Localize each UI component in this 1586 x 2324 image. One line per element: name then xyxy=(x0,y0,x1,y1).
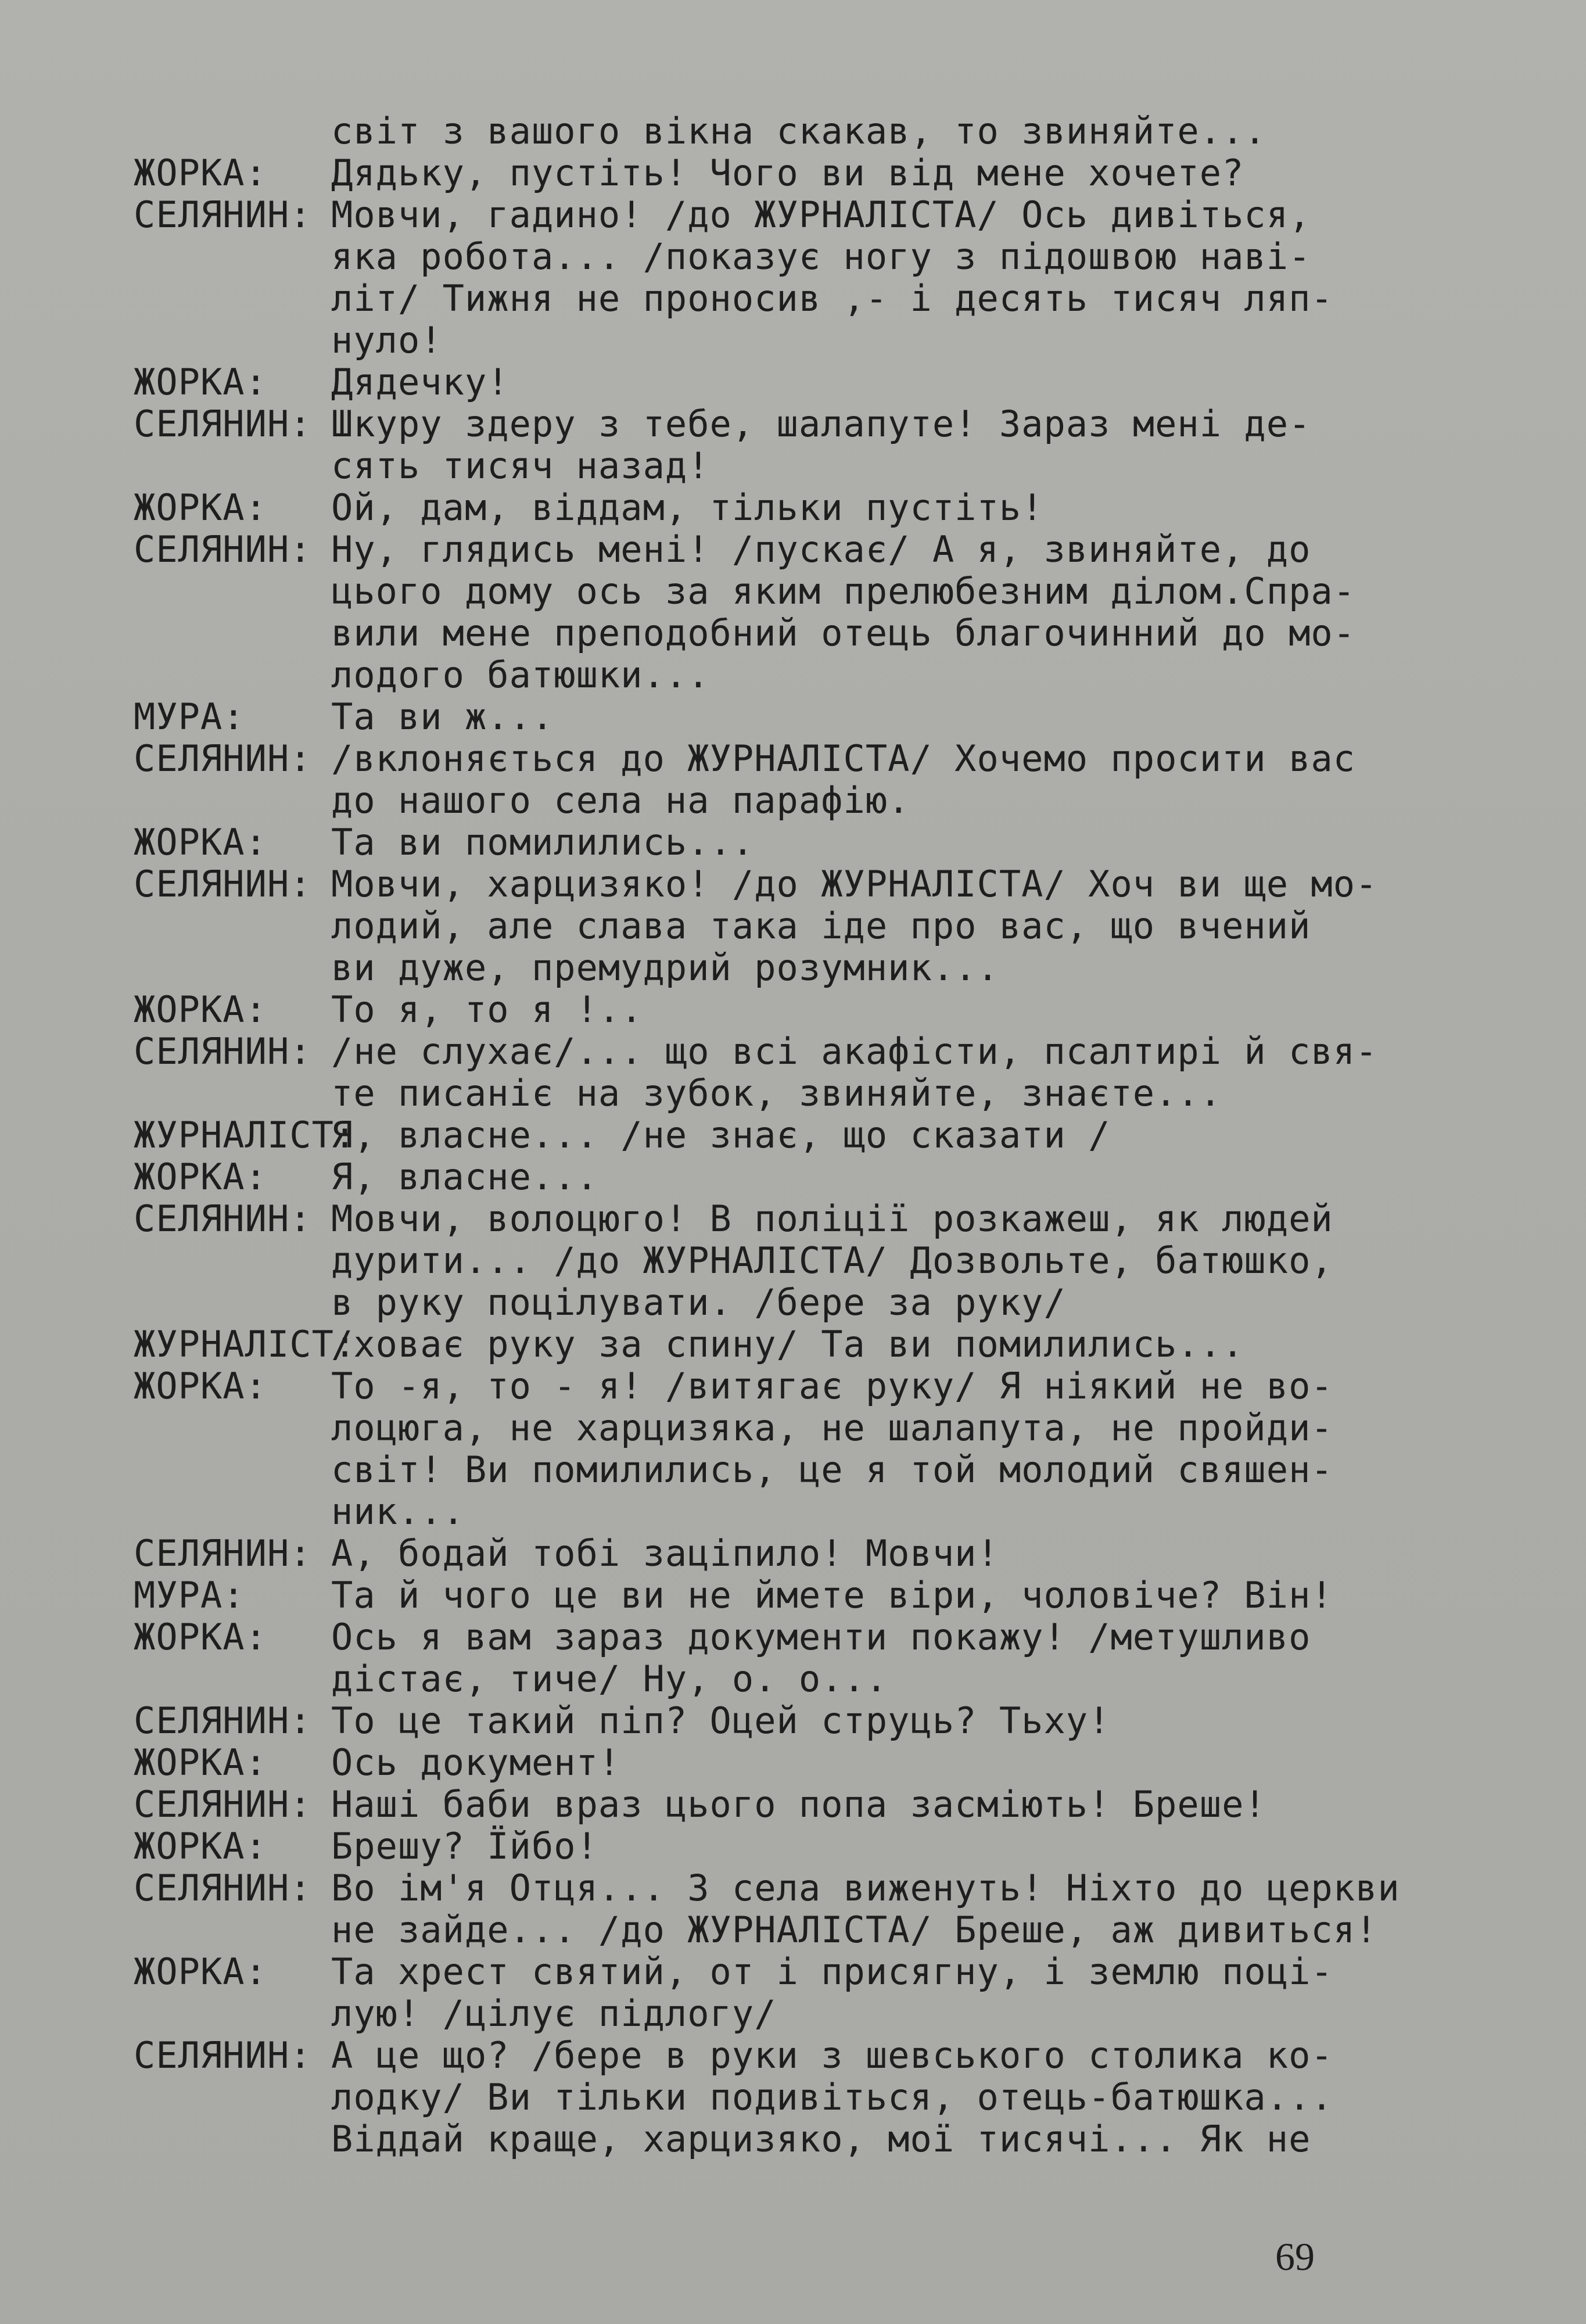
dialogue-text xyxy=(331,1156,1528,1198)
speaker-name: СЕЛЯНИН: xyxy=(134,1699,312,1742)
dialogue-text xyxy=(331,1951,1528,2035)
dialogue-text xyxy=(331,1700,1528,1742)
speaker-name: ЖОРКА: xyxy=(134,1741,267,1784)
dialogue-text xyxy=(331,1784,1528,1826)
dialogue-line: нуло! xyxy=(331,319,443,361)
speaker-name: ЖОРКА: xyxy=(134,361,267,403)
dialogue-line: То -я, то - я! /витягає руку/ Я ніякий не во- xyxy=(331,1365,1333,1407)
dialogue-text xyxy=(331,1616,1528,1700)
speaker-name: СЕЛЯНИН: xyxy=(134,403,312,445)
dialogue-line: лоцюга, не харцизяка, не шалапута, не пройди- xyxy=(331,1407,1333,1449)
dialogue-line: То це такий піп? Оцей струць? Тьху! xyxy=(331,1699,1111,1742)
dialogue-line: світ з вашого вікна скакав, то звиняйте... xyxy=(331,110,1266,152)
dialogue-line: ви дуже, премудрий розумник... xyxy=(331,946,999,989)
dialogue-entry xyxy=(134,403,1528,487)
dialogue-line: Ну, глядись мені! /пускає/ А я, звиняйте, до xyxy=(331,528,1311,571)
dialogue-text xyxy=(331,696,1528,738)
dialogue-text xyxy=(331,1575,1528,1616)
dialogue-entry xyxy=(134,1365,1528,1533)
dialogue-text xyxy=(331,1365,1528,1533)
dialogue-entry xyxy=(134,2035,1528,2160)
dialogue-line: Я, власне... /не знає, що сказати / xyxy=(331,1114,1111,1156)
speaker-name: СЕЛЯНИН: xyxy=(134,1532,312,1575)
dialogue-line: лодку/ Ви тільки подивіться, отець-батюшка... xyxy=(331,2076,1333,2118)
dialogue-line: Та й чого це ви не ймете віри, чоловіче? Він! xyxy=(331,1574,1333,1616)
dialogue-text xyxy=(331,822,1528,863)
dialogue-line: Та ви помилились... xyxy=(331,821,755,863)
dialogue-line: Ось я вам зараз документи покажу! /метушливо xyxy=(331,1616,1311,1658)
speaker-name: СЕЛЯНИН: xyxy=(134,528,312,571)
dialogue-line: Та ви ж... xyxy=(331,695,554,738)
dialogue-line: То я, то я !.. xyxy=(331,988,643,1031)
dialogue-entry xyxy=(134,1031,1528,1114)
dialogue-entry xyxy=(134,1700,1528,1742)
dialogue-entry xyxy=(134,1324,1528,1365)
speaker-name: СЕЛЯНИН: xyxy=(134,1030,312,1073)
speaker-name: ЖОРКА: xyxy=(134,1156,267,1198)
dialogue-line: Дядьку, пустіть! Чого ви від мене хочете? xyxy=(331,152,1244,194)
dialogue-entry xyxy=(134,1616,1528,1700)
speaker-name: СЕЛЯНИН: xyxy=(134,2034,312,2076)
dialogue-entry xyxy=(134,487,1528,529)
dialogue-line: /ховає руку за спину/ Та ви помилились... xyxy=(331,1323,1244,1365)
dialogue-text xyxy=(331,863,1528,989)
dialogue-entry xyxy=(134,1198,1528,1324)
speaker-name: ЖОРКА: xyxy=(134,1365,267,1407)
dialogue-line: сять тисяч назад! xyxy=(331,444,710,487)
dialogue-line: /не слухає/... що всі акафісти, псалтирі й свя- xyxy=(331,1030,1378,1073)
dialogue-line: цього дому ось за яким прелюбезним ділом.Спра- xyxy=(331,570,1356,612)
speaker-name: МУРА: xyxy=(134,1574,245,1616)
dialogue-text xyxy=(331,738,1528,822)
speaker-name: ЖОРКА: xyxy=(134,1950,267,1993)
speaker-name: СЕЛЯНИН: xyxy=(134,737,312,780)
dialogue-entry xyxy=(134,361,1528,403)
dialogue-text xyxy=(331,1031,1528,1114)
dialogue-line: Віддай краще, харцизяко, мої тисячі... Як не xyxy=(331,2118,1311,2160)
speaker-name: СЕЛЯНИН: xyxy=(134,1197,312,1240)
dialogue-line: яка робота... /показує ногу з підошвою наві- xyxy=(331,235,1311,278)
dialogue-line: Шкуру здеру з тебе, шалапуте! Зараз мені де- xyxy=(331,403,1311,445)
dialogue-line: Мовчи, гадино! /до ЖУРНАЛІСТА/ Ось дивіться, xyxy=(331,193,1311,236)
speaker-name: ЖОРКА: xyxy=(134,821,267,863)
speaker-name: ЖУРНАЛІСТ: xyxy=(134,1114,357,1156)
dialogue-text xyxy=(331,1742,1528,1784)
dialogue-entry xyxy=(134,152,1528,194)
speaker-name: СЕЛЯНИН: xyxy=(134,1783,312,1826)
dialogue-line: Ось документ! xyxy=(331,1741,621,1784)
dialogue-line: лодий, але слава така іде про вас, що вчений xyxy=(331,905,1311,947)
dialogue-text xyxy=(331,2035,1528,2160)
dialogue-entry xyxy=(134,110,1528,152)
dialogue-entry xyxy=(134,529,1528,696)
speaker-name: ЖОРКА: xyxy=(134,152,267,194)
dialogue-entry xyxy=(134,696,1528,738)
dialogue-entry xyxy=(134,1951,1528,2035)
dialogue-entry xyxy=(134,1156,1528,1198)
dialogue-line: не зайде... /до ЖУРНАЛІСТА/ Бреше, аж дивиться! xyxy=(331,1909,1378,1951)
dialogue-line: Я, власне... xyxy=(331,1156,598,1198)
dialogue-line: Мовчи, волоцюго! В поліції розкажеш, як людей xyxy=(331,1197,1333,1240)
dialogue-entry xyxy=(134,1867,1528,1951)
dialogue-line: ник... xyxy=(331,1490,465,1533)
dialogue-entry xyxy=(134,989,1528,1031)
dialogue-line: /вклоняється до ЖУРНАЛІСТА/ Хочемо просити вас xyxy=(331,737,1356,780)
dialogue-line: Во ім'я Отця... З села виженуть! Ніхто до церкви xyxy=(331,1867,1400,1909)
dialogue-entry xyxy=(134,1114,1528,1156)
speaker-name: МУРА: xyxy=(134,695,245,738)
speaker-name xyxy=(134,110,331,152)
dialogue-text xyxy=(331,1324,1528,1365)
dialogue-line: в руку поцілувати. /бере за руку/ xyxy=(331,1281,1066,1324)
dialogue-text xyxy=(331,110,1528,152)
dialogue-line: Ой, дам, віддам, тільки пустіть! xyxy=(331,486,1044,529)
dialogue-line: Наші баби враз цього попа засміють! Бреше! xyxy=(331,1783,1266,1826)
dialogue-text xyxy=(331,403,1528,487)
dialogue-text xyxy=(331,487,1528,529)
dialogue-line: лую! /цілує підлогу/ xyxy=(331,1992,777,2035)
speaker-name: ЖОРКА: xyxy=(134,988,267,1031)
dialogue-entry xyxy=(134,1533,1528,1575)
page-number: 69 xyxy=(1275,2235,1315,2279)
dialogue-entry xyxy=(134,738,1528,822)
dialogue-line: Та хрест святий, от і присягну, і землю поці- xyxy=(331,1950,1333,1993)
dialogue-line: літ/ Тижня не проносив ,- і десять тисяч ляп- xyxy=(331,277,1333,320)
dialogue-text xyxy=(331,194,1528,361)
dialogue-entry xyxy=(134,1784,1528,1826)
dialogue-text xyxy=(331,1867,1528,1951)
dialogue-line: Мовчи, харцизяко! /до ЖУРНАЛІСТА/ Хоч ви ще мо- xyxy=(331,863,1378,905)
dialogue-entry xyxy=(134,1826,1528,1867)
speaker-name: СЕЛЯНИН: xyxy=(134,1867,312,1909)
dialogue-line: дурити... /до ЖУРНАЛІСТА/ Дозвольте, батюшко, xyxy=(331,1239,1333,1282)
dialogue-text xyxy=(331,152,1528,194)
dialogue-line: лодого батюшки... xyxy=(331,654,710,696)
dialogue-text xyxy=(331,529,1528,696)
dialogue-entry xyxy=(134,1575,1528,1616)
speaker-name: ЖОРКА: xyxy=(134,1825,267,1867)
dialogue-line: вили мене преподобний отець благочинний до мо- xyxy=(331,612,1356,654)
play-script xyxy=(134,110,1528,2160)
dialogue-entry xyxy=(134,194,1528,361)
speaker-name: СЕЛЯНИН: xyxy=(134,863,312,905)
speaker-name: ЖОРКА: xyxy=(134,486,267,529)
dialogue-line: те писаніє на зубок, звиняйте, знаєте... xyxy=(331,1072,1222,1114)
dialogue-line: Дядечку! xyxy=(331,361,509,403)
dialogue-line: дістає, тиче/ Ну, о. о... xyxy=(331,1658,888,1700)
dialogue-entry xyxy=(134,1742,1528,1784)
dialogue-text xyxy=(331,989,1528,1031)
dialogue-line: світ! Ви помилились, це я той молодий свяшен- xyxy=(331,1448,1333,1491)
dialogue-text xyxy=(331,1198,1528,1324)
dialogue-text xyxy=(331,1533,1528,1575)
dialogue-text xyxy=(331,361,1528,403)
speaker-name: СЕЛЯНИН: xyxy=(134,193,312,236)
dialogue-line: до нашого села на парафію. xyxy=(331,779,910,822)
speaker-name: ЖОРКА: xyxy=(134,1616,267,1658)
speaker-name: ЖУРНАЛІСТ: xyxy=(134,1323,357,1365)
dialogue-entry xyxy=(134,822,1528,863)
dialogue-text xyxy=(331,1826,1528,1867)
dialogue-line: А це що? /бере в руки з шевського столика ко- xyxy=(331,2034,1333,2076)
dialogue-line: Брешу? Їйбо! xyxy=(331,1825,598,1867)
dialogue-text xyxy=(331,1114,1528,1156)
dialogue-entry xyxy=(134,863,1528,989)
dialogue-line: А, бодай тобі заціпило! Мовчи! xyxy=(331,1532,999,1575)
